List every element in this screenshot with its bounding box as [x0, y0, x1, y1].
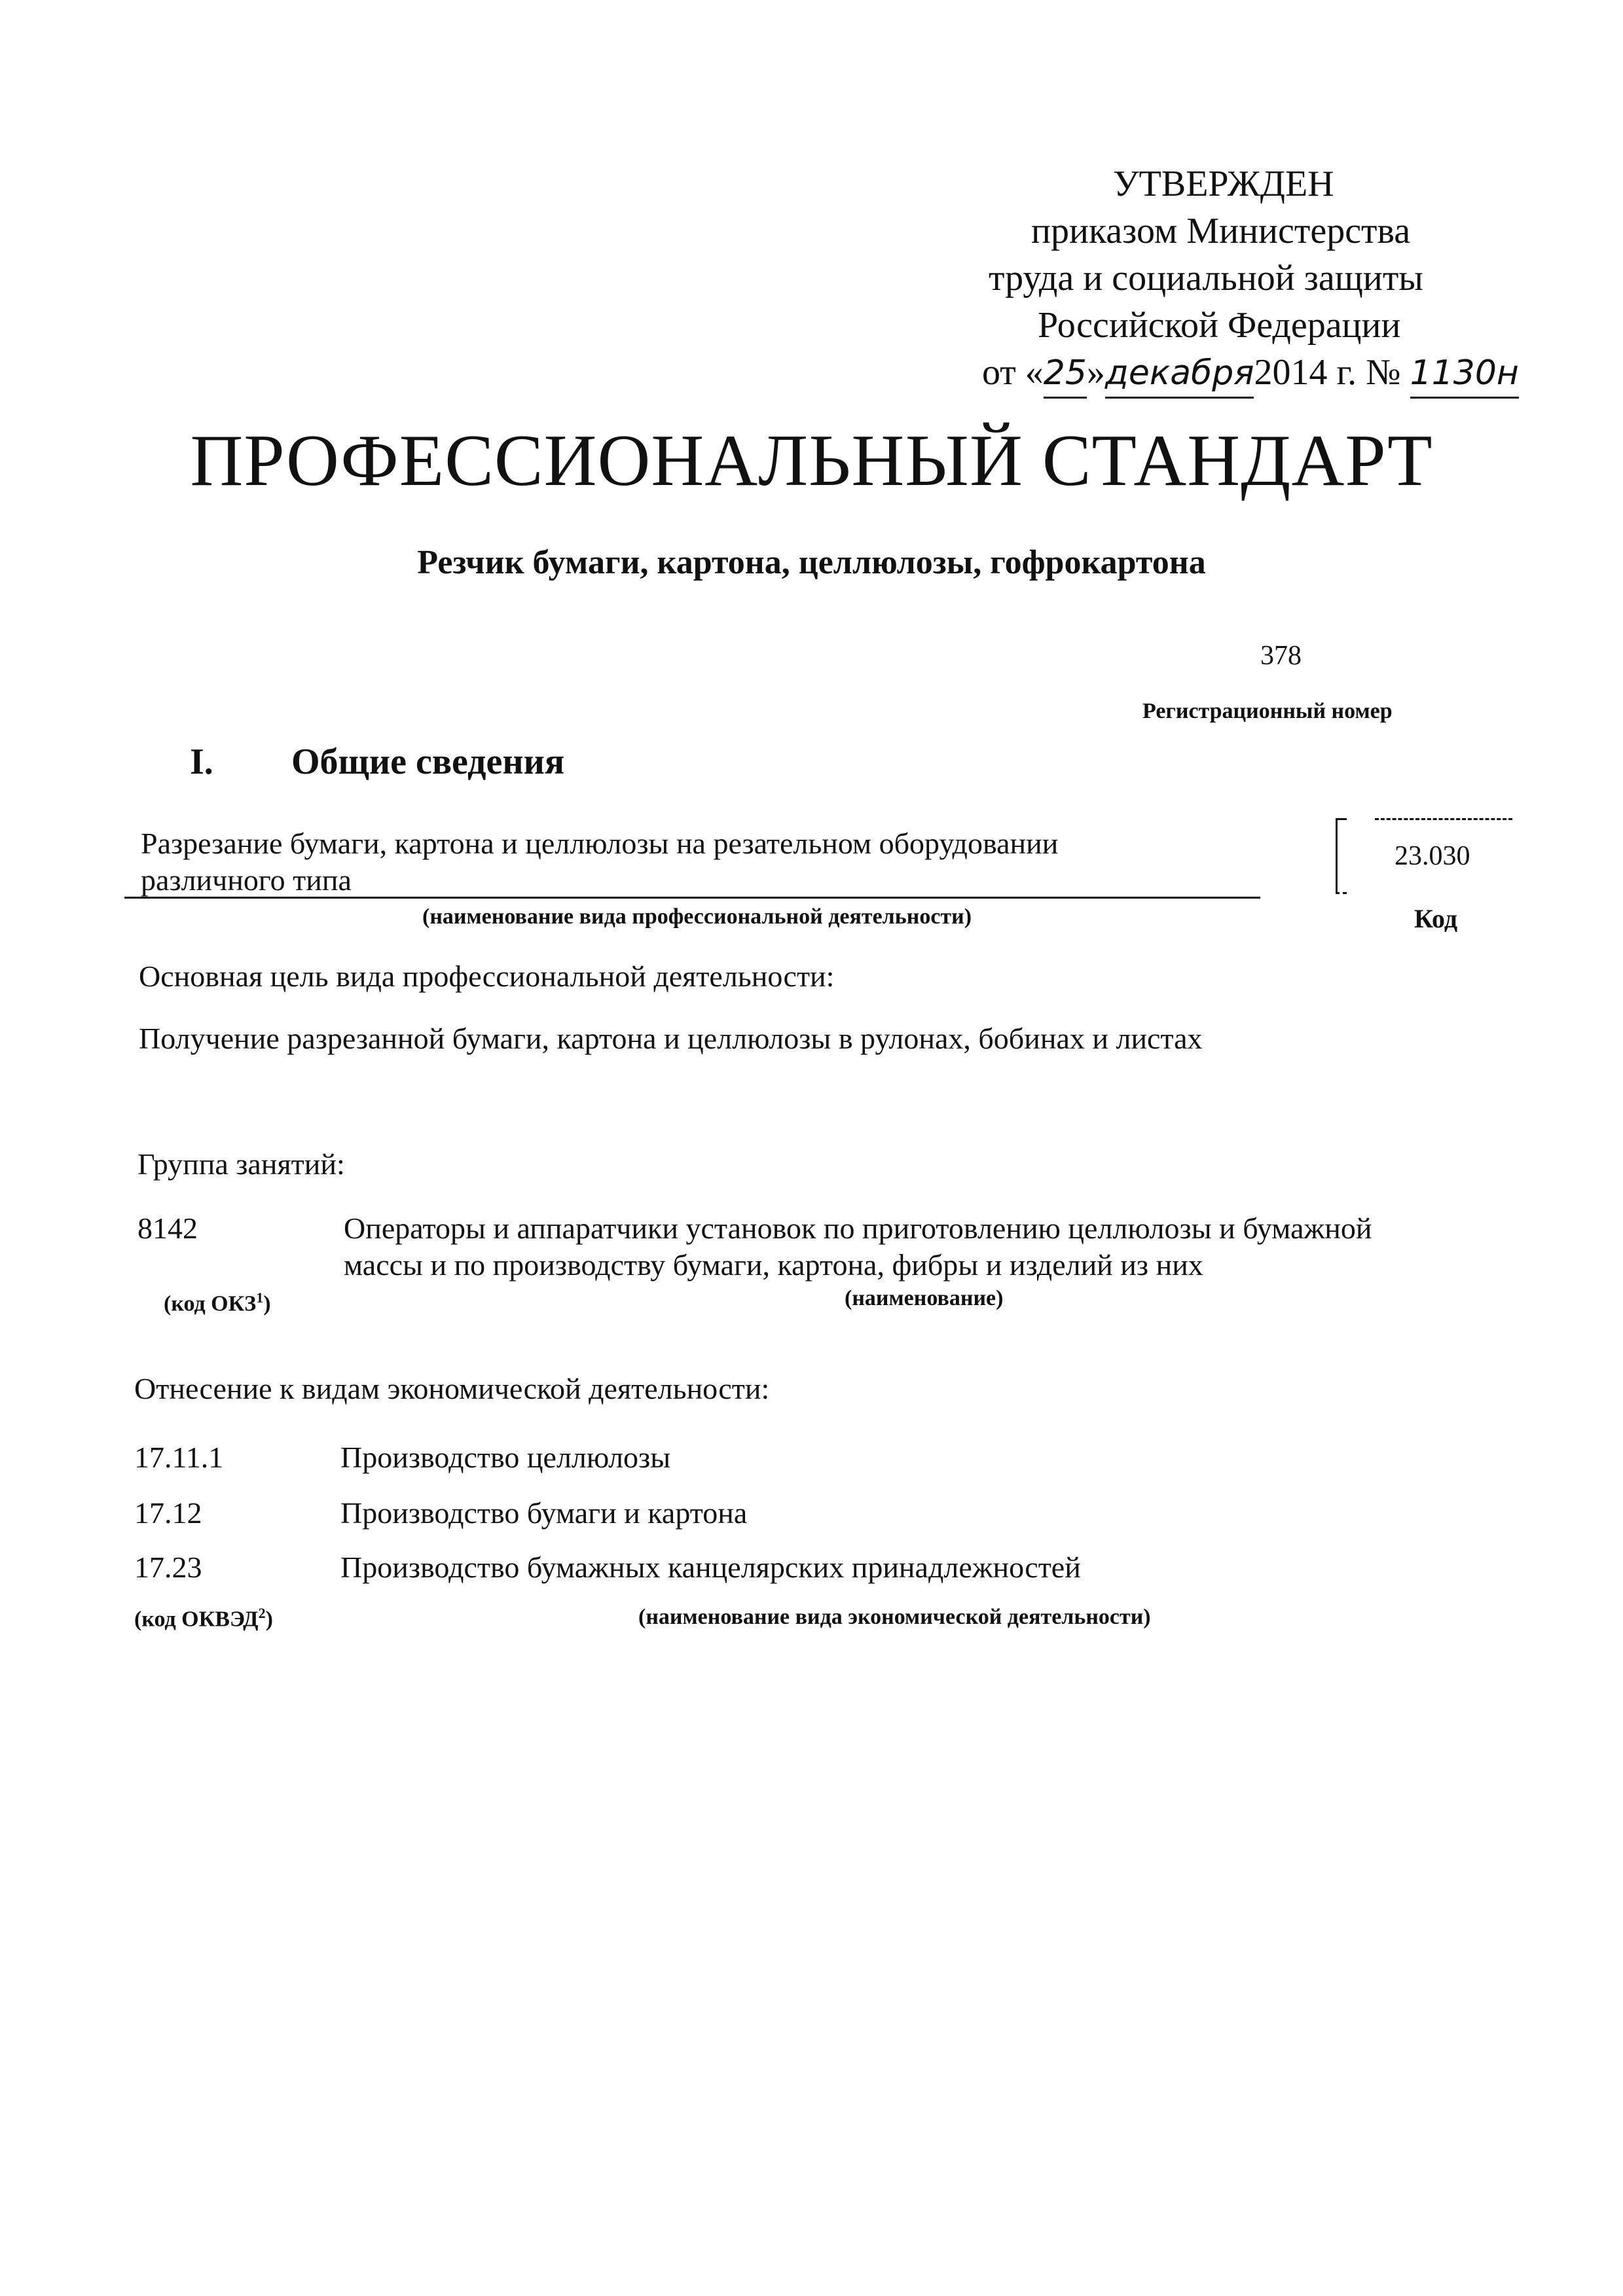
approval-date-line: от «25»декабря2014 г. № 1130н: [982, 349, 1519, 399]
registration-number: 378: [1260, 641, 1302, 671]
occupation-name-line2: массы и по производству бумаги, картона, фибры и изделий из них: [344, 1248, 1203, 1282]
date-year: 2014 г. №: [1254, 352, 1401, 393]
code-box-top-line: [1375, 818, 1512, 820]
activity-underline: [124, 897, 1260, 899]
footnote-ref-2[interactable]: 2: [258, 1605, 266, 1621]
section-title: Общие сведения: [291, 742, 565, 782]
registration-label: Регистрационный номер: [1142, 699, 1393, 723]
okved-code-caption: (код ОКВЭД$^2$): [134, 1605, 273, 1632]
economic-name-1: Производство целлюлозы: [340, 1441, 671, 1474]
goal-label: Основная цель вида профессиональной деятельности:: [139, 960, 835, 993]
activity-caption: (наименование вида профессиональной деятельности): [422, 905, 972, 929]
document-title: ПРОФЕССИОНАЛЬНЫЙ СТАНДАРТ: [190, 420, 1433, 501]
approval-line-labor: труда и социальной защиты: [989, 258, 1423, 298]
economic-name-2: Производство бумаги и картона: [340, 1496, 748, 1530]
economic-name-3: Производство бумажных канцелярских принадлежностей: [340, 1551, 1081, 1584]
handwritten-day: 25: [1044, 350, 1087, 399]
handwritten-month: декабря: [1105, 350, 1254, 399]
document-subtitle: Резчик бумаги, картона, целлюлозы, гофрокартона: [417, 544, 1206, 581]
occupation-code: 8142: [137, 1211, 198, 1245]
activity-name-line2: различного типа: [141, 863, 352, 897]
occupation-name-line1: Операторы и аппаратчики установок по приготовлению целлюлозы и бумажной: [344, 1211, 1372, 1245]
date-prefix: от «: [982, 352, 1044, 393]
economic-code-3: 17.23: [134, 1551, 202, 1584]
approval-line-federation: Российской Федерации: [1038, 305, 1401, 346]
activity-code-caption: Код: [1414, 904, 1458, 933]
economic-name-caption: (наименование вида экономической деятельности): [638, 1605, 1151, 1629]
approval-title: УТВЕРЖДЕН: [1113, 164, 1334, 204]
economic-label: Отнесение к видам экономической деятельности:: [134, 1372, 770, 1405]
occupation-name-caption: (наименование): [845, 1286, 1004, 1310]
footnote-ref-1[interactable]: 1: [256, 1289, 264, 1306]
handwritten-order-number: 1130н: [1410, 350, 1519, 399]
occupations-label: Группа занятий:: [137, 1147, 345, 1181]
economic-code-2: 17.12: [134, 1496, 202, 1530]
section-number: I.: [190, 742, 213, 782]
goal-text: Получение разрезанной бумаги, картона и целлюлозы в рулонах, бобинах и листах: [139, 1022, 1203, 1055]
activity-code: 23.030: [1395, 841, 1470, 871]
okz-code-caption: (код ОКЗ$^1$): [164, 1289, 271, 1316]
economic-code-1: 17.11.1: [134, 1441, 224, 1474]
approval-line-ministry: приказом Министерства: [1031, 211, 1411, 251]
activity-name-line1: Разрезание бумаги, картона и целлюлозы на резательном оборудовании: [141, 827, 1059, 860]
code-box-bracket: [1336, 818, 1347, 894]
